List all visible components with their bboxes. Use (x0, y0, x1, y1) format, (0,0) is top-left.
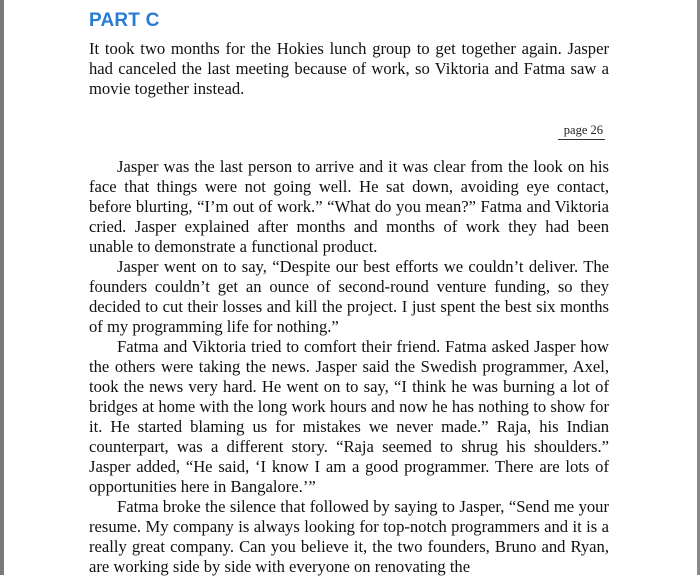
paragraph-2: Jasper went on to say, “Despite our best efforts we couldn’t deliver. The founders couldn’t get an ounce of second-round venture funding, so they decided to cut their losses and kill the project. I just spent the best six months of my programming life for nothing.” (89, 257, 609, 336)
page-number-marker: page 26 (558, 124, 605, 140)
paragraph-4: Fatma broke the silence that followed by saying to Jasper, “Send me your resume. My company is always looking for top-notch programmers and it is a really great company. Can you believe it, the two founders, Bruno and Ryan, are working side by side with everyone on renovating the (89, 497, 609, 576)
section-heading: PART C (89, 10, 160, 31)
page-marker-row (89, 124, 609, 140)
paragraph-1: Jasper was the last person to arrive and it was clear from the look on his face that things were not going well. He sat down, avoiding eye contact, before blurting, “I’m out of work.” “What do you mean?” Fatma and Viktoria cried. Jasper explained after months and months of work they had been unable to demonstrate a functional product. (89, 157, 609, 256)
body-text (89, 157, 609, 577)
paragraph-3: Fatma and Viktoria tried to comfort their friend. Fatma asked Jasper how the others were taking the news. Jasper said the Swedish programmer, Axel, took the news very hard. He went on to say, “I think he was burning a lot of bridges at home with the long work hours and now he has nothing to show for it. He started blaming us for mistakes we never made.” Raja, his Indian counterpart, was a different story. “Raja seemed to shrug his shoulders.” Jasper added, “He said, ‘I know I am a good programmer. There are lots of opportunities here in Bangalore.’” (89, 337, 609, 496)
document-page (89, 8, 609, 577)
intro-paragraph: It took two months for the Hokies lunch group to get together again. Jasper had canceled the last meeting because of work, so Viktoria and Fatma saw a movie together instead. (89, 39, 609, 98)
left-edge-shadow (0, 0, 4, 575)
